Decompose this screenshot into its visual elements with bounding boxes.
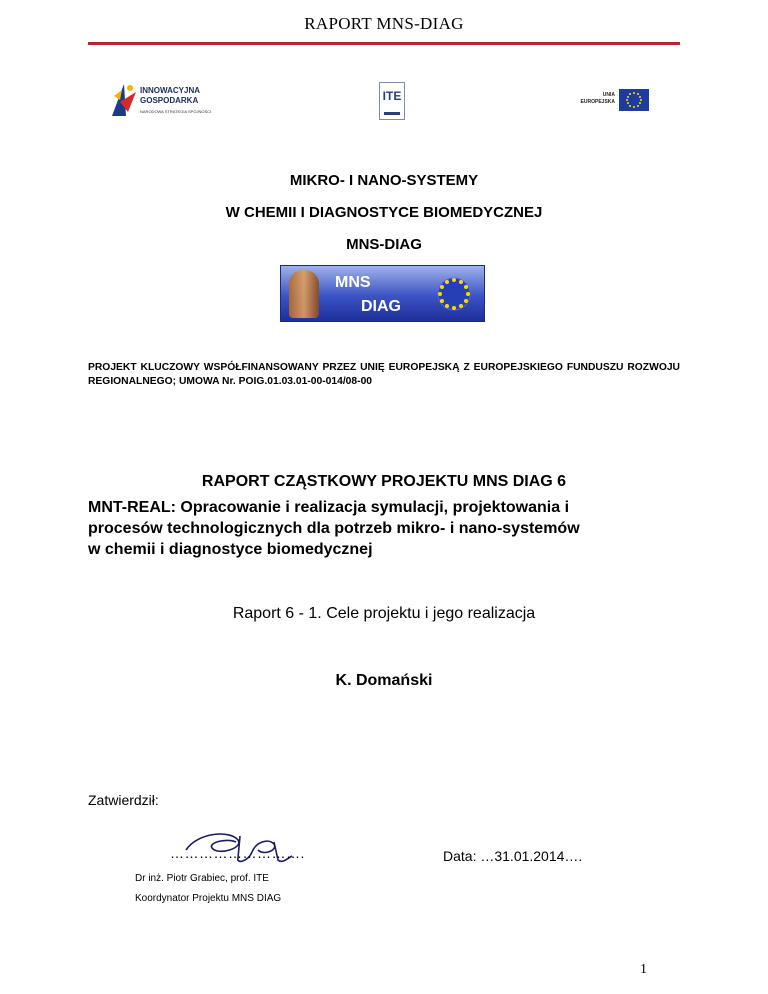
page-number: 1 — [640, 962, 647, 977]
title-line-3: MNS-DIAG — [346, 236, 422, 253]
report-subject-line-2: procesów technologicznych dla potrzeb mikro- i nano-systemów — [88, 520, 580, 537]
eu-line1: UNIA — [602, 92, 615, 98]
mns-logo-line1: MNS — [335, 274, 371, 291]
mns-diag-logo — [280, 265, 485, 322]
title-line-2: W CHEMII I DIAGNOSTYCE BIOMEDYCZNEJ — [225, 204, 543, 221]
signer-role: Koordynator Projektu MNS DIAG — [135, 893, 282, 904]
innowacyjna-logo-icon — [110, 82, 138, 118]
report-author: K. Domański — [335, 672, 433, 689]
ite-logo-text: ITE — [382, 89, 402, 103]
caduceus-icon — [289, 270, 319, 318]
innowacyjna-gospodarka-logo — [110, 82, 225, 120]
signature-dots: ………………………. — [170, 845, 305, 861]
report-subject-line-1: MNT-REAL: Opracowanie i realizacja symulacji, projektowania i — [88, 499, 570, 516]
title-line-1: MIKRO- I NANO-SYSTEMY — [289, 172, 479, 189]
signer-name: Dr inż. Piotr Grabiec, prof. ITE — [135, 873, 269, 884]
innowacyjna-subtitle: NARODOWA STRATEGIA SPÓJNOŚCI — [140, 109, 212, 114]
report-subject — [88, 497, 688, 560]
eu-flag-icon — [619, 89, 649, 111]
eu-line2: EUROPEJSKA — [580, 99, 615, 105]
innowacyjna-line2: GOSPODARKA — [140, 96, 199, 105]
approval-date: Data: …31.01.2014…. — [443, 848, 583, 864]
page-header-title: RAPORT MNS-DIAG — [304, 14, 464, 33]
approved-label: Zatwierdził: — [88, 792, 159, 808]
header-divider — [88, 42, 680, 45]
report-subtitle: Raport 6 - 1. Cele projektu i jego realizacja — [232, 605, 536, 622]
mns-logo-line2: DIAG — [361, 298, 401, 315]
innowacyjna-line1: INNOWACYJNA — [140, 86, 201, 95]
project-funding-text: PROJEKT KLUCZOWY WSPÓŁFINANSOWANY PRZEZ UNIĘ EUROPEJSKĄ Z EUROPEJSKIEGO FUNDUSZU ROZWOJU REGIONALNEGO; UMOWA Nr. POIG.01.03.01-00-014/08-00 — [88, 362, 680, 387]
report-subject-line-3: w chemii i diagnostyce biomedycznej — [88, 541, 373, 558]
eu-logo — [565, 87, 649, 115]
eu-stars-icon — [430, 270, 478, 318]
ite-logo — [379, 82, 405, 120]
report-title: RAPORT CZĄSTKOWY PROJEKTU MNS DIAG 6 — [201, 473, 567, 490]
